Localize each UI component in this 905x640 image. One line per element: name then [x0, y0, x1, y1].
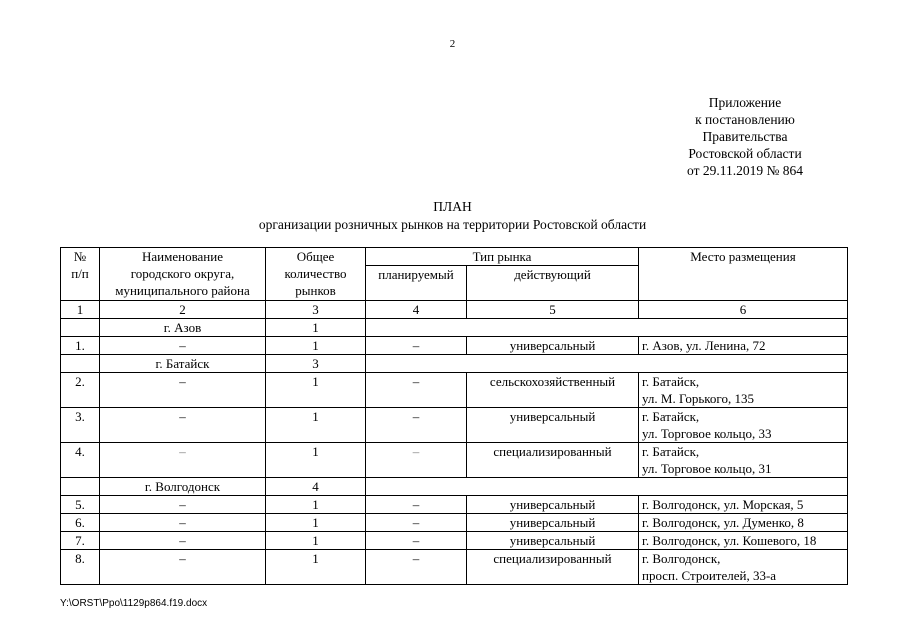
column-number: 3	[266, 301, 366, 319]
row-planned: –	[366, 443, 467, 478]
appendix-line: Ростовской области	[688, 146, 802, 161]
column-numbers-row	[61, 301, 848, 319]
table-row	[61, 373, 848, 408]
header-name: Наименование городского округа, муниципального района	[100, 248, 266, 301]
column-number: 4	[366, 301, 467, 319]
row-total: 1	[266, 550, 366, 585]
row-number: 4.	[61, 443, 100, 478]
table-row	[61, 408, 848, 443]
table-row	[61, 496, 848, 514]
row-active-type: сельскохозяйственный	[467, 373, 639, 408]
row-number: 3.	[61, 408, 100, 443]
row-name: –	[100, 532, 266, 550]
row-place: г. Батайск, ул. М. Горького, 135	[639, 373, 848, 408]
document-title: ПЛАН	[433, 199, 472, 214]
group-name: г. Батайск	[100, 355, 266, 373]
row-planned: –	[366, 496, 467, 514]
header-row	[61, 248, 848, 266]
footer-file-path: Y:\ORST\Ppo\1129p864.f19.docx	[60, 598, 208, 609]
row-number: 7.	[61, 532, 100, 550]
group-num-cell	[61, 319, 100, 337]
row-name: –	[100, 408, 266, 443]
group-total: 3	[266, 355, 366, 373]
row-name: –	[100, 550, 266, 585]
table-row	[61, 443, 848, 478]
header-type: Тип рынка	[366, 248, 639, 266]
row-active-type: универсальный	[467, 532, 639, 550]
header-total: Общее количество рынков	[266, 248, 366, 301]
group-num-cell	[61, 355, 100, 373]
row-place: г. Батайск, ул. Торговое кольцо, 33	[639, 408, 848, 443]
document-subtitle: организации розничных рынков на территории Ростовской области	[258, 217, 647, 232]
row-place: г. Волгодонск, просп. Строителей, 33-а	[639, 550, 848, 585]
group-num-cell	[61, 478, 100, 496]
row-name: –	[100, 496, 266, 514]
row-number: 5.	[61, 496, 100, 514]
header-num: № п/п	[61, 248, 100, 301]
row-planned: –	[366, 550, 467, 585]
group-name: г. Волгодонск	[100, 478, 266, 496]
row-name: –	[100, 337, 266, 355]
appendix-line: от 29.11.2019 № 864	[687, 163, 803, 178]
row-total: 1	[266, 496, 366, 514]
header-planned: планируемый	[366, 266, 467, 301]
row-number: 6.	[61, 514, 100, 532]
group-empty-cell	[366, 319, 848, 337]
row-total: 1	[266, 373, 366, 408]
group-row	[61, 355, 848, 373]
group-empty-cell	[366, 478, 848, 496]
row-number: 2.	[61, 373, 100, 408]
column-number: 2	[100, 301, 266, 319]
row-number: 1.	[61, 337, 100, 355]
plan-table	[60, 247, 848, 585]
column-number: 1	[61, 301, 100, 319]
row-planned: –	[366, 514, 467, 532]
row-planned: –	[366, 408, 467, 443]
row-total: 1	[266, 337, 366, 355]
row-active-type: специализированный	[467, 443, 639, 478]
row-total: 1	[266, 443, 366, 478]
row-place: г. Волгодонск, ул. Морская, 5	[639, 496, 848, 514]
appendix-line: Правительства	[702, 129, 788, 144]
table-row	[61, 532, 848, 550]
appendix-line: Приложение	[708, 95, 782, 110]
appendix-block	[650, 94, 840, 179]
group-row	[61, 478, 848, 496]
row-total: 1	[266, 532, 366, 550]
row-name: –	[100, 443, 266, 478]
header-place: Место размещения	[639, 248, 848, 301]
row-planned: –	[366, 532, 467, 550]
header-active: действующий	[467, 266, 639, 301]
appendix-line: к постановлению	[695, 112, 795, 127]
row-place: г. Азов, ул. Ленина, 72	[639, 337, 848, 355]
row-number: 8.	[61, 550, 100, 585]
column-number: 5	[467, 301, 639, 319]
row-place: г. Волгодонск, ул. Кошевого, 18	[639, 532, 848, 550]
row-place: г. Батайск, ул. Торговое кольцо, 31	[639, 443, 848, 478]
row-name: –	[100, 373, 266, 408]
row-name: –	[100, 514, 266, 532]
group-row	[61, 319, 848, 337]
row-active-type: универсальный	[467, 514, 639, 532]
row-place: г. Волгодонск, ул. Думенко, 8	[639, 514, 848, 532]
table-row	[61, 550, 848, 585]
row-active-type: универсальный	[467, 496, 639, 514]
group-name: г. Азов	[100, 319, 266, 337]
group-total: 1	[266, 319, 366, 337]
row-total: 1	[266, 514, 366, 532]
page-number: 2	[449, 38, 456, 50]
group-empty-cell	[366, 355, 848, 373]
column-number: 6	[639, 301, 848, 319]
group-total: 4	[266, 478, 366, 496]
row-active-type: универсальный	[467, 337, 639, 355]
row-planned: –	[366, 337, 467, 355]
row-total: 1	[266, 408, 366, 443]
table-row	[61, 514, 848, 532]
row-active-type: универсальный	[467, 408, 639, 443]
row-planned: –	[366, 373, 467, 408]
row-active-type: специализированный	[467, 550, 639, 585]
table-row	[61, 337, 848, 355]
